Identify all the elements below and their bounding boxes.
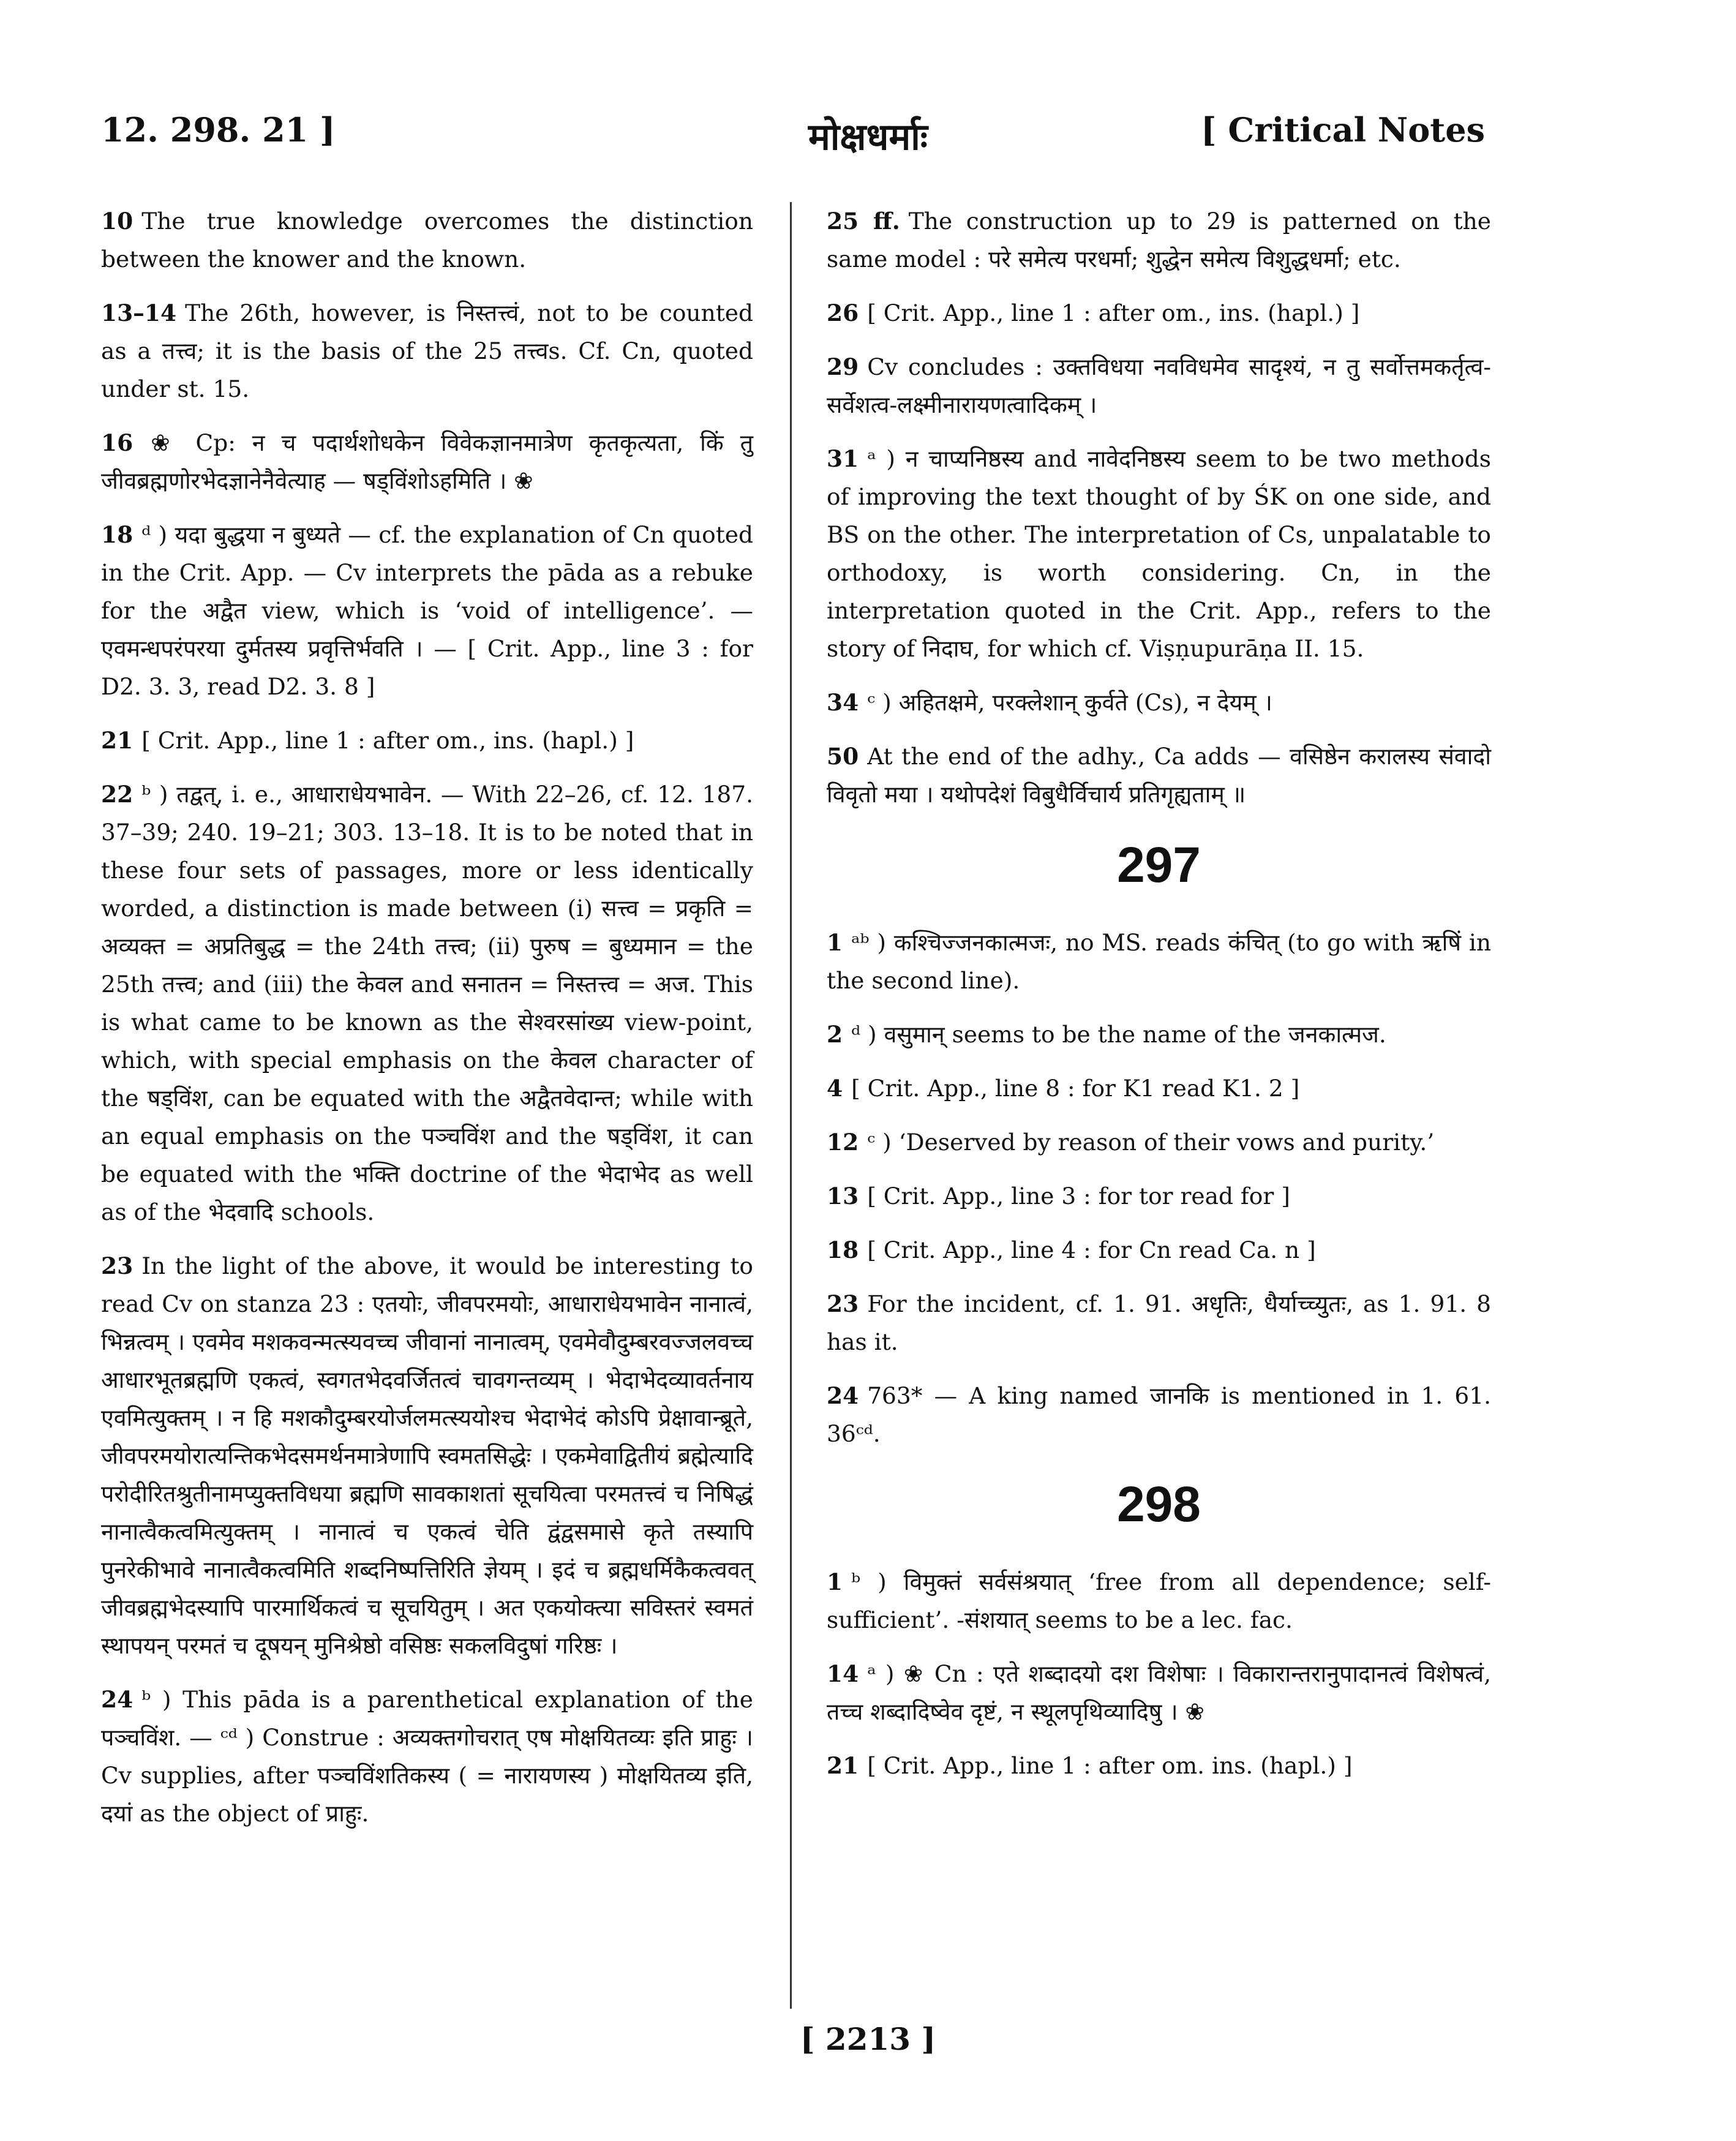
page-number: [ 2213 ] bbox=[800, 2021, 936, 2057]
note-text: ᵃ ) ❀ Cn : एते शब्दादयो दश विशेषाः । विकारान्तरानुपादानत्वं विशेषत्वं, तच्च शब्दादिष्वेव दृष्टं, न स्थूलपृथिव्यादिषु । ❀ bbox=[827, 1660, 1491, 1725]
note-paragraph bbox=[827, 202, 1491, 278]
note-text: The true knowledge overcomes the distinction between the knower and the known. bbox=[101, 208, 753, 273]
running-head-reference: 12. 298. 21 ] bbox=[101, 110, 336, 149]
note-paragraph bbox=[827, 683, 1491, 721]
note-text: ᵇ ) This pāda is a parenthetical explanation of the पञ्चविंश. — ᶜᵈ ) Construe : अव्यक्तगोचरात् एष मोक्षयितव्यः इति प्राहुः । Cv supplies, after पञ्चविंशतिकस्य ( = नारायणस्य ) मोक्षयितव्य इति, दयां as the object of प्राहुः. bbox=[101, 1686, 753, 1827]
note-number: 16 bbox=[101, 429, 133, 456]
note-paragraph bbox=[101, 775, 753, 1231]
note-number: 24 bbox=[101, 1686, 133, 1713]
note-text: Cv concludes : उक्तविधया नवविधमेव सादृश्यं, न तु सर्वोत्तमकर्तृत्व-सर्वेशत्व-लक्ष्मीनारायणत्वादिकम् । bbox=[827, 353, 1491, 418]
note-text: ᵈ ) यदा बुद्धया न बुध्यते — cf. the explanation of Cn quoted in the Crit. App. — Cv interprets the pāda as a rebuke for the अद्वैत view, which is ‘void of intelligence’. — एवमन्धपरंपरया दुर्मतस्य प्रवृत्तिर्भवति । — [ Crit. App., line 3 : for D2. 3. 3, read D2. 3. 8 ] bbox=[101, 521, 753, 700]
note-paragraph bbox=[101, 202, 753, 278]
note-number: 23 bbox=[101, 1252, 133, 1279]
note-number: 18 bbox=[827, 1236, 859, 1263]
note-number: 22 bbox=[101, 781, 133, 808]
note-text: ᵃᵇ ) कश्चिज्जनकात्मजः, no MS. reads कंचित् (to go with ऋषिं in the second line). bbox=[827, 929, 1491, 994]
adhyaya-heading-297: 297 bbox=[1117, 837, 1201, 893]
note-number: 24 bbox=[827, 1382, 859, 1409]
note-paragraph bbox=[827, 1231, 1491, 1269]
note-paragraph bbox=[827, 1377, 1491, 1453]
note-text: 763* — A king named जानकि is mentioned in 1. 61. 36ᶜᵈ. bbox=[827, 1382, 1491, 1447]
note-paragraph bbox=[827, 1069, 1491, 1107]
note-number: 18 bbox=[101, 521, 133, 548]
note-paragraph bbox=[101, 1680, 753, 1832]
note-text: ᶜ ) अहितक्षमे, परक्लेशान् कुर्वते (Cs), न देयम् । bbox=[867, 689, 1272, 716]
adhyaya-heading-298: 298 bbox=[1117, 1477, 1201, 1532]
note-number: 13 bbox=[827, 1183, 859, 1210]
note-paragraph bbox=[827, 440, 1491, 668]
note-paragraph bbox=[827, 1655, 1491, 1731]
right-column bbox=[827, 202, 1491, 1800]
note-number: 29 bbox=[827, 353, 859, 380]
note-text: ᵃ ) न चाप्यनिष्ठस्य and नावेदनिष्ठस्य seem to be two methods of improving the text thought of by ŚK on one side, and BS on the other. The interpretation of Cs, unpalatable to orthodoxy, is worth considering. Cn, in the interpretation quoted in the Crit. App., refers to the story of निदाघ, for which cf. Viṣṇupurāṇa II. 15. bbox=[827, 445, 1491, 662]
note-text: [ Crit. App., line 1 : after om., ins. (hapl.) ] bbox=[867, 299, 1360, 326]
note-paragraph bbox=[101, 424, 753, 500]
note-text: [ Crit. App., line 1 : after om. ins. (hapl.) ] bbox=[867, 1752, 1353, 1779]
note-number: 13–14 bbox=[101, 299, 177, 326]
note-number: 2 bbox=[827, 1021, 843, 1048]
note-number: 14 bbox=[827, 1660, 859, 1687]
note-text: [ Crit. App., line 8 : for K1 read K1. 2 ] bbox=[851, 1075, 1300, 1102]
note-number: 12 bbox=[827, 1129, 859, 1156]
note-paragraph bbox=[827, 1177, 1491, 1215]
note-paragraph bbox=[101, 721, 753, 759]
note-text: ᵈ ) वसुमान् seems to be the name of the जनकात्मज. bbox=[851, 1021, 1386, 1048]
note-number: 4 bbox=[827, 1075, 843, 1102]
note-number: 23 bbox=[827, 1290, 859, 1317]
note-paragraph bbox=[827, 1563, 1491, 1639]
note-text: ❀ Cp: न च पदार्थशोधकेन विवेकज्ञानमात्रेण कृतकृत्यता, किं तु जीवब्रह्मणोरभेदज्ञानेनैवेत्याह — षड्विंशोऽहमिति । ❀ bbox=[101, 429, 753, 494]
note-number: 34 bbox=[827, 689, 859, 716]
note-paragraph bbox=[827, 348, 1491, 424]
note-paragraph bbox=[827, 1015, 1491, 1053]
note-paragraph bbox=[827, 1747, 1491, 1785]
note-number: 21 bbox=[827, 1752, 859, 1779]
note-paragraph bbox=[101, 294, 753, 408]
note-text: The construction up to 29 is patterned on the same model : परे समेत्य परधर्मा; शुद्धेन समेत्य विशुद्धधर्मा; etc. bbox=[827, 208, 1491, 273]
running-head-title: मोक्षधर्माः bbox=[808, 116, 928, 159]
note-paragraph bbox=[101, 516, 753, 706]
note-number: 25 ff. bbox=[827, 208, 900, 235]
note-number: 1 bbox=[827, 929, 843, 956]
note-number: 10 bbox=[101, 208, 133, 235]
note-text: In the light of the above, it would be interesting to read Cv on stanza 23 : एतयोः, जीवपरमयोः, आधाराधेयभावेन नानात्वं, भिन्नत्वम् । एवमेव मशकवन्मत्स्यवच्च जीवानां नानात्वम्, एवमेवौदुम्बरवज्जलवच्च आधारभूतब्रह्मणि एकत्वं, स्वगतभेदवर्जितत्वं चावगन्तव्यम् । भेदाभेदव्यावर्तनाय एवमित्युक्तम् । न हि मशकौदुम्बरयोर्जलमत्स्ययोश्च भेदाभेदं कोऽपि प्रेक्षावान्ब्रूते, जीवपरमयोरात्यन्तिकभेदसमर्थनमात्रेणापि स्वमतसिद्धेः । एकमेवाद्वितीयं ब्रह्मेत्यादि परोदीरितश्रुतीनामप्युक्तविधया ब्रह्मणि सावकाशतां सूचयित्वा परमतत्त्वं च निषिद्धं नानात्वैकत्वमित्युक्तम् । नानात्वं च एकत्वं चेति द्वंद्वसमासे कृते तस्यापि पुनरेकीभावे नानात्वैकत्वमिति शब्दनिष्पत्तिरिति ज्ञेयम् । इदं च ब्रह्मधर्मिकैकत्ववत् जीवब्रह्मभेदस्यापि पारमार्थिकत्वं च सूचयितुम् । अत एकयोक्त्या सविस्तरं स्वमतं स्थापयन् परमतं च दूषयन् मुनिश्रेष्ठो वसिष्ठः सकलविदुषां गरिष्ठः । bbox=[101, 1252, 753, 1659]
note-text: ᶜ ) ‘Deserved by reason of their vows and purity.’ bbox=[867, 1129, 1435, 1156]
note-text: For the incident, cf. 1. 91. अधृतिः, धैर्याच्च्युतः, as 1. 91. 8 has it. bbox=[827, 1290, 1491, 1355]
note-paragraph bbox=[101, 1247, 753, 1665]
note-text: ᵇ ) तद्वत्, i. e., आधाराधेयभावेन. — With 22–26, cf. 12. 187. 37–39; 240. 19–21; 303. 13–18. It is to be noted that in these four sets of passages, more or less identically worded, a distinction is made between (i) सत्त्व = प्रकृति = अव्यक्त = अप्रतिबुद्ध = the 24th तत्त्व; (ii) पुरुष = बुध्यमान = the 25th तत्त्व; and (iii) the केवल and सनातन = निस्तत्त्व = अज. This is what came to be known as the सेश्वरसांख्य view-point, which, with special emphasis on the केवल character of the षड्विंश, can be equated with the अद्वैतवेदान्त; while with an equal emphasis on the पञ्चविंश and the षड्विंश, it can be equated with the भक्ति doctrine of the भेदाभेद as well as of the भेदवादि schools. bbox=[101, 781, 753, 1225]
running-head-section: [ Critical Notes bbox=[1200, 110, 1485, 149]
note-paragraph bbox=[827, 294, 1491, 332]
note-number: 1 bbox=[827, 1568, 843, 1595]
left-column bbox=[101, 202, 753, 1848]
note-number: 26 bbox=[827, 299, 859, 326]
note-number: 21 bbox=[101, 727, 133, 754]
note-paragraph bbox=[827, 924, 1491, 999]
note-paragraph bbox=[827, 737, 1491, 813]
note-text: ᵇ ) विमुक्तं सर्वसंश्रयात् ‘free from all dependence; self-sufficient’. -संशयात् seems to be a lec. fac. bbox=[827, 1568, 1491, 1633]
note-text: The 26th, however, is निस्तत्त्वं, not to be counted as a तत्त्व; it is the basis of the 25 तत्त्वs. Cf. Cn, quoted under st. 15. bbox=[101, 299, 753, 402]
column-divider bbox=[790, 202, 792, 2009]
note-paragraph bbox=[827, 1123, 1491, 1161]
note-text: [ Crit. App., line 1 : after om., ins. (hapl.) ] bbox=[141, 727, 634, 754]
note-number: 50 bbox=[827, 743, 859, 770]
note-paragraph bbox=[827, 1285, 1491, 1361]
note-number: 31 bbox=[827, 445, 859, 472]
note-text: [ Crit. App., line 4 : for Cn read Ca. n ] bbox=[867, 1236, 1316, 1263]
note-text: At the end of the adhy., Ca adds — वसिष्ठेन करालस्य संवादो विवृतो मया । यथोपदेशं विबुधैर्विचार्य प्रतिगृह्यताम् ॥ bbox=[827, 743, 1491, 808]
note-text: [ Crit. App., line 3 : for tor read for ] bbox=[867, 1183, 1290, 1210]
